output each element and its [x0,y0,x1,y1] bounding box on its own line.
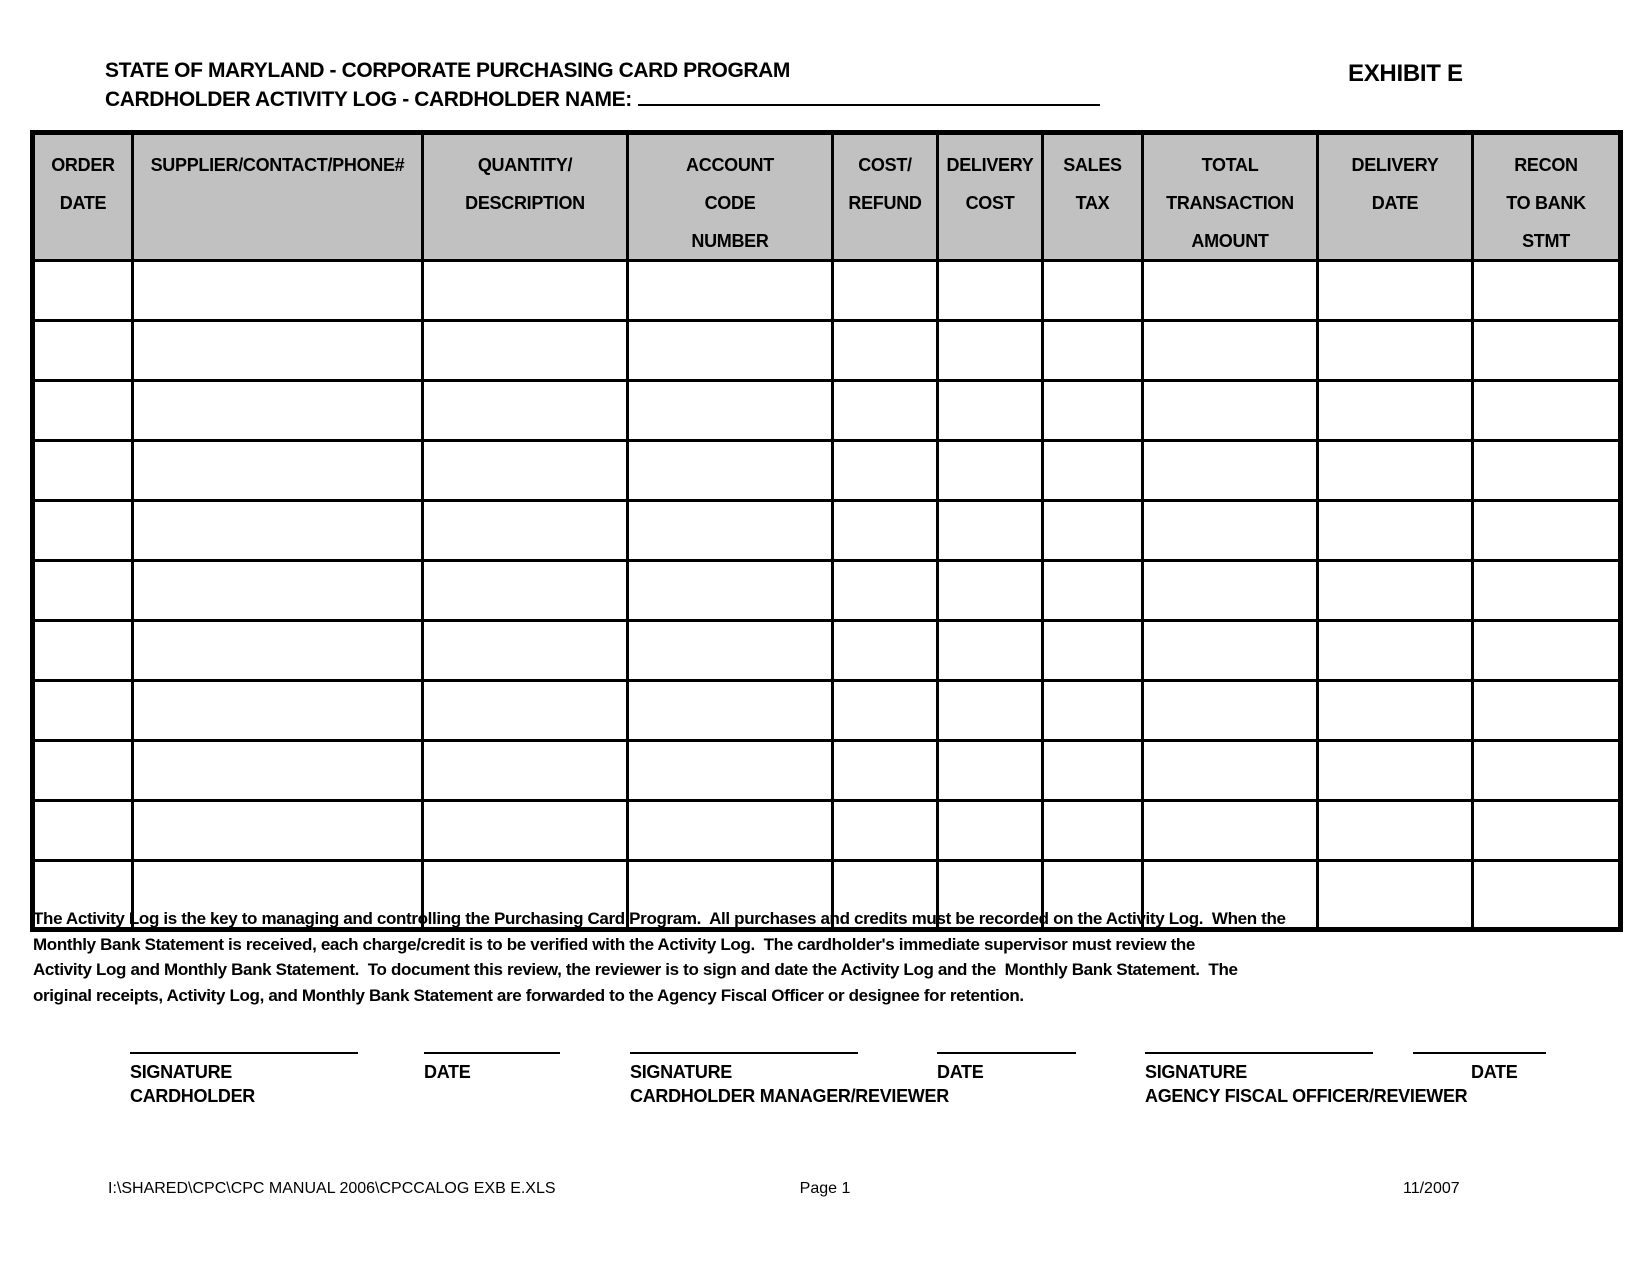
empty-cell-supplier-contact-phone [133,801,423,861]
signature-label: SIGNATURE [630,1062,732,1082]
column-header-line: DELIVERY [1351,155,1439,175]
empty-cell-delivery-cost [938,561,1043,621]
table-row [33,381,1621,441]
table-row [33,261,1621,321]
column-header-delivery-date [1318,133,1473,261]
column-header-line: DATE [59,193,107,213]
empty-cell-cost-refund [833,801,938,861]
date-block-cardholder [424,1052,560,1084]
empty-cell-supplier-contact-phone [133,501,423,561]
empty-cell-quantity-description [423,561,628,621]
empty-cell-sales-tax [1043,741,1143,801]
empty-cell-delivery-date [1318,381,1473,441]
empty-cell-sales-tax [1043,801,1143,861]
column-header-line: TOTAL [1201,155,1259,175]
empty-cell-delivery-date [1318,321,1473,381]
instructions-line: The Activity Log is the key to managing and controlling the Purchasing Card Program. All purchases and credits must be recorded on the Activity Log. When the [33,909,1286,928]
column-header-line: ACCOUNT [686,155,774,175]
empty-cell-total-transaction-amount [1143,681,1318,741]
empty-cell-order-date [33,621,133,681]
column-header-line: RECON [1514,155,1578,175]
empty-cell-account-code-number [628,741,833,801]
empty-cell-supplier-contact-phone [133,261,423,321]
empty-cell-quantity-description [423,441,628,501]
empty-cell-sales-tax [1043,261,1143,321]
exhibit-label: EXHIBIT E [1348,60,1463,87]
signature-role-label: AGENCY FISCAL OFFICER/REVIEWER [1145,1086,1468,1106]
empty-cell-delivery-cost [938,741,1043,801]
table-row [33,501,1621,561]
empty-cell-total-transaction-amount [1143,321,1318,381]
column-header-line: TO BANK [1506,193,1586,213]
empty-cell-sales-tax [1043,621,1143,681]
instructions-line: original receipts, Activity Log, and Monthly Bank Statement are forwarded to the Agency Fiscal Officer or designee for retention. [33,985,1024,1005]
column-header-line: DELIVERY [946,155,1034,175]
empty-cell-order-date [33,561,133,621]
empty-cell-cost-refund [833,741,938,801]
empty-cell-sales-tax [1043,501,1143,561]
signature-role-label: CARDHOLDER [130,1086,255,1106]
empty-cell-supplier-contact-phone [133,441,423,501]
empty-cell-delivery-date [1318,861,1473,930]
activity-log-table [30,130,1623,932]
empty-cell-recon-to-bank-stmt [1473,801,1621,861]
empty-cell-supplier-contact-phone [133,561,423,621]
empty-cell-recon-to-bank-stmt [1473,621,1621,681]
empty-cell-account-code-number [628,381,833,441]
signature-role-label: CARDHOLDER MANAGER/REVIEWER [630,1086,949,1106]
column-header-line: SALES [1063,155,1122,175]
column-header-line: CODE [704,193,756,213]
footer-file-path: I:\SHARED\CPC\CPC MANUAL 2006\CPCCALOG EXB E.XLS [108,1180,556,1197]
empty-cell-delivery-date [1318,561,1473,621]
table-row [33,441,1621,501]
column-header-line: COST [965,193,1015,213]
column-header-line: TRANSACTION [1166,193,1294,213]
empty-cell-delivery-date [1318,741,1473,801]
empty-cell-order-date [33,801,133,861]
signature-block-fiscal-officer [1145,1052,1468,1108]
footer-page-number: Page 1 [799,1180,851,1197]
date-line [937,1052,1076,1054]
column-header-line: QUANTITY/ [477,155,573,175]
empty-cell-total-transaction-amount [1143,741,1318,801]
empty-cell-total-transaction-amount [1143,801,1318,861]
empty-cell-total-transaction-amount [1143,441,1318,501]
empty-cell-recon-to-bank-stmt [1473,441,1621,501]
column-header-line: REFUND [848,193,922,213]
empty-cell-account-code-number [628,801,833,861]
empty-cell-quantity-description [423,321,628,381]
column-header-line: DESCRIPTION [465,193,585,213]
empty-cell-account-code-number [628,501,833,561]
signature-line [1145,1052,1373,1054]
signature-label: SIGNATURE [1145,1062,1247,1082]
date-label: DATE [937,1062,984,1082]
table-row [33,321,1621,381]
column-header-quantity-description [423,133,628,261]
empty-cell-sales-tax [1043,321,1143,381]
column-header-line: NUMBER [691,231,769,251]
empty-cell-delivery-date [1318,261,1473,321]
empty-cell-cost-refund [833,321,938,381]
empty-cell-cost-refund [833,261,938,321]
empty-cell-quantity-description [423,741,628,801]
empty-cell-quantity-description [423,801,628,861]
column-header-supplier-contact-phone [133,133,423,261]
empty-cell-cost-refund [833,501,938,561]
empty-cell-quantity-description [423,261,628,321]
empty-cell-delivery-cost [938,381,1043,441]
empty-cell-cost-refund [833,381,938,441]
column-header-order-date [33,133,133,261]
date-label: DATE [424,1062,471,1082]
signature-line [630,1052,858,1054]
empty-cell-account-code-number [628,561,833,621]
footer-date: 11/2007 [1403,1180,1460,1197]
instructions-line: Monthly Bank Statement is received, each charge/credit is to be verified with the Activity Log. The cardholder's immediate supervisor must review the [33,934,1196,954]
column-header-line: TAX [1075,193,1110,213]
date-block-fiscal-officer [1413,1052,1546,1084]
empty-cell-recon-to-bank-stmt [1473,681,1621,741]
empty-cell-account-code-number [628,441,833,501]
signature-line [130,1052,358,1054]
cardholder-name-label: CARDHOLDER ACTIVITY LOG - CARDHOLDER NAME: [105,88,632,111]
empty-cell-recon-to-bank-stmt [1473,741,1621,801]
instructions-line: Activity Log and Monthly Bank Statement. To document this review, the reviewer is to sign and date the Activity Log and the Monthly Bank Statement. The [33,960,1238,979]
empty-cell-order-date [33,261,133,321]
table-row [33,801,1621,861]
empty-cell-recon-to-bank-stmt [1473,561,1621,621]
column-header-line: DATE [1371,193,1419,213]
empty-cell-cost-refund [833,621,938,681]
empty-cell-delivery-cost [938,261,1043,321]
column-header-delivery-cost [938,133,1043,261]
empty-cell-order-date [33,681,133,741]
empty-cell-delivery-date [1318,501,1473,561]
empty-cell-delivery-cost [938,321,1043,381]
empty-cell-total-transaction-amount [1143,561,1318,621]
empty-cell-quantity-description [423,621,628,681]
column-header-recon-to-bank-stmt [1473,133,1621,261]
table-row [33,621,1621,681]
empty-cell-recon-to-bank-stmt [1473,261,1621,321]
empty-cell-delivery-cost [938,501,1043,561]
date-line [1413,1052,1546,1054]
column-header-sales-tax [1043,133,1143,261]
date-label: DATE [1471,1062,1518,1082]
table-row [33,561,1621,621]
empty-cell-quantity-description [423,381,628,441]
empty-cell-total-transaction-amount [1143,261,1318,321]
empty-cell-cost-refund [833,681,938,741]
column-header-line: ORDER [51,155,115,175]
column-header-line: AMOUNT [1191,231,1269,251]
date-line [424,1052,560,1054]
empty-cell-account-code-number [628,261,833,321]
table-row [33,741,1621,801]
empty-cell-delivery-date [1318,441,1473,501]
empty-cell-total-transaction-amount [1143,621,1318,681]
empty-cell-sales-tax [1043,681,1143,741]
empty-cell-delivery-date [1318,801,1473,861]
title-block [105,56,1100,114]
signature-block-cardholder [130,1052,358,1108]
empty-cell-account-code-number [628,681,833,741]
empty-cell-delivery-cost [938,621,1043,681]
empty-cell-sales-tax [1043,441,1143,501]
empty-cell-delivery-cost [938,801,1043,861]
empty-cell-supplier-contact-phone [133,621,423,681]
column-header-line: STMT [1522,231,1570,251]
empty-cell-supplier-contact-phone [133,321,423,381]
empty-cell-cost-refund [833,561,938,621]
empty-cell-order-date [33,321,133,381]
empty-cell-order-date [33,741,133,801]
empty-cell-cost-refund [833,441,938,501]
empty-cell-order-date [33,501,133,561]
empty-cell-total-transaction-amount [1143,381,1318,441]
empty-cell-recon-to-bank-stmt [1473,381,1621,441]
empty-cell-quantity-description [423,681,628,741]
empty-cell-account-code-number [628,621,833,681]
empty-cell-sales-tax [1043,381,1143,441]
column-header-line: SUPPLIER/CONTACT/PHONE# [150,155,405,175]
column-header-cost-refund [833,133,938,261]
empty-cell-recon-to-bank-stmt [1473,501,1621,561]
document-title: STATE OF MARYLAND - CORPORATE PURCHASING CARD PROGRAM [105,59,791,82]
column-header-total-transaction-amount [1143,133,1318,261]
signature-label: SIGNATURE [130,1062,232,1082]
empty-cell-supplier-contact-phone [133,741,423,801]
empty-cell-quantity-description [423,501,628,561]
empty-cell-delivery-cost [938,441,1043,501]
empty-cell-supplier-contact-phone [133,381,423,441]
cardholder-name-row [105,85,1100,114]
empty-cell-delivery-date [1318,621,1473,681]
table-row [33,681,1621,741]
empty-cell-total-transaction-amount [1143,501,1318,561]
empty-cell-account-code-number [628,321,833,381]
empty-cell-recon-to-bank-stmt [1473,321,1621,381]
date-block-manager-reviewer [937,1052,1076,1084]
empty-cell-recon-to-bank-stmt [1473,861,1621,930]
column-header-account-code-number [628,133,833,261]
cardholder-name-blank-line [638,85,1100,106]
table-header-row [33,133,1621,261]
column-header-line: COST/ [858,155,912,175]
empty-cell-delivery-cost [938,681,1043,741]
instructions-paragraph [33,906,1286,1008]
empty-cell-supplier-contact-phone [133,681,423,741]
empty-cell-order-date [33,381,133,441]
empty-cell-order-date [33,441,133,501]
signature-block-manager-reviewer [630,1052,949,1108]
empty-cell-sales-tax [1043,561,1143,621]
empty-cell-delivery-date [1318,681,1473,741]
